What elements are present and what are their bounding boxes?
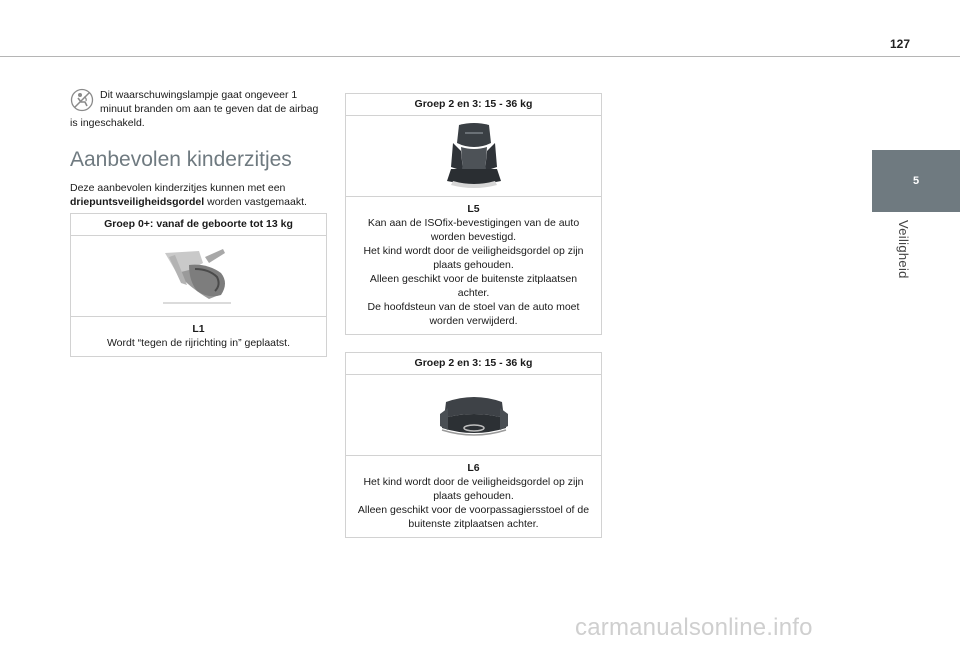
top-divider <box>0 56 960 57</box>
seat-card-l1 <box>70 213 327 357</box>
intro-text-start: Deze aanbevolen kinderzitjes kunnen met een <box>70 182 286 194</box>
seat-group-heading: Groep 2 en 3: 15 - 36 kg <box>346 353 601 375</box>
chapter-title: Veiligheid <box>896 220 911 279</box>
seat-image-l5 <box>346 116 601 197</box>
seat-code: L6 <box>467 462 480 474</box>
chapter-tab[interactable] <box>872 150 960 212</box>
seat-card-l5 <box>345 93 602 335</box>
chapter-number: 5 <box>912 175 920 187</box>
seat-description-line: De hoofdsteun van de stoel van de auto moet worden verwijderd. <box>367 301 580 327</box>
section-title: Aanbevolen kinderzitjes <box>70 148 292 171</box>
seat-description <box>346 197 601 334</box>
intro-text-end: worden vastgemaakt. <box>204 196 307 208</box>
seat-group-heading: Groep 0+: vanaf de geboorte tot 13 kg <box>71 214 326 236</box>
seat-group-heading: Groep 2 en 3: 15 - 36 kg <box>346 94 601 116</box>
seat-description <box>346 456 601 537</box>
intro-text-bold: driepuntsveiligheidsgordel <box>70 196 205 208</box>
airbag-off-warning-icon <box>70 88 94 112</box>
section-intro <box>70 181 335 209</box>
seat-code: L1 <box>192 323 205 335</box>
booster-cushion-illustration <box>436 388 512 442</box>
page-number: 127 <box>889 37 910 51</box>
seat-description-line: Wordt “tegen de rijrichting in” geplaatst. <box>106 337 291 349</box>
seat-description <box>71 317 326 356</box>
seat-card-l6 <box>345 352 602 538</box>
seat-image-l6 <box>346 375 601 456</box>
seat-description-line: Het kind wordt door de veiligheidsgordel op zijn plaats gehouden. <box>363 476 584 502</box>
seat-description-line: Alleen geschikt voor de voorpassagiersstoel of de buitenste zitplaatsen achter. <box>357 504 590 530</box>
rear-facing-infant-seat-illustration <box>159 243 239 309</box>
seat-description-line: Het kind wordt door de veiligheidsgordel op zijn plaats gehouden. <box>363 245 584 271</box>
seat-description-line: Alleen geschikt voor de buitenste zitplaatsen achter. <box>369 273 578 299</box>
watermark: carmanualsonline.info <box>575 614 813 641</box>
high-back-booster-seat-illustration <box>443 121 505 191</box>
seat-description-line: Kan aan de ISOfix-bevestigingen van de auto worden bevestigd. <box>367 217 580 243</box>
warning-note <box>70 88 325 130</box>
seat-code: L5 <box>467 203 480 215</box>
warning-text: Dit waarschuwingslampje gaat ongeveer 1 minuut branden om aan te geven dat de airbag is ingeschakeld. <box>70 89 319 129</box>
seat-image-l1 <box>71 236 326 317</box>
